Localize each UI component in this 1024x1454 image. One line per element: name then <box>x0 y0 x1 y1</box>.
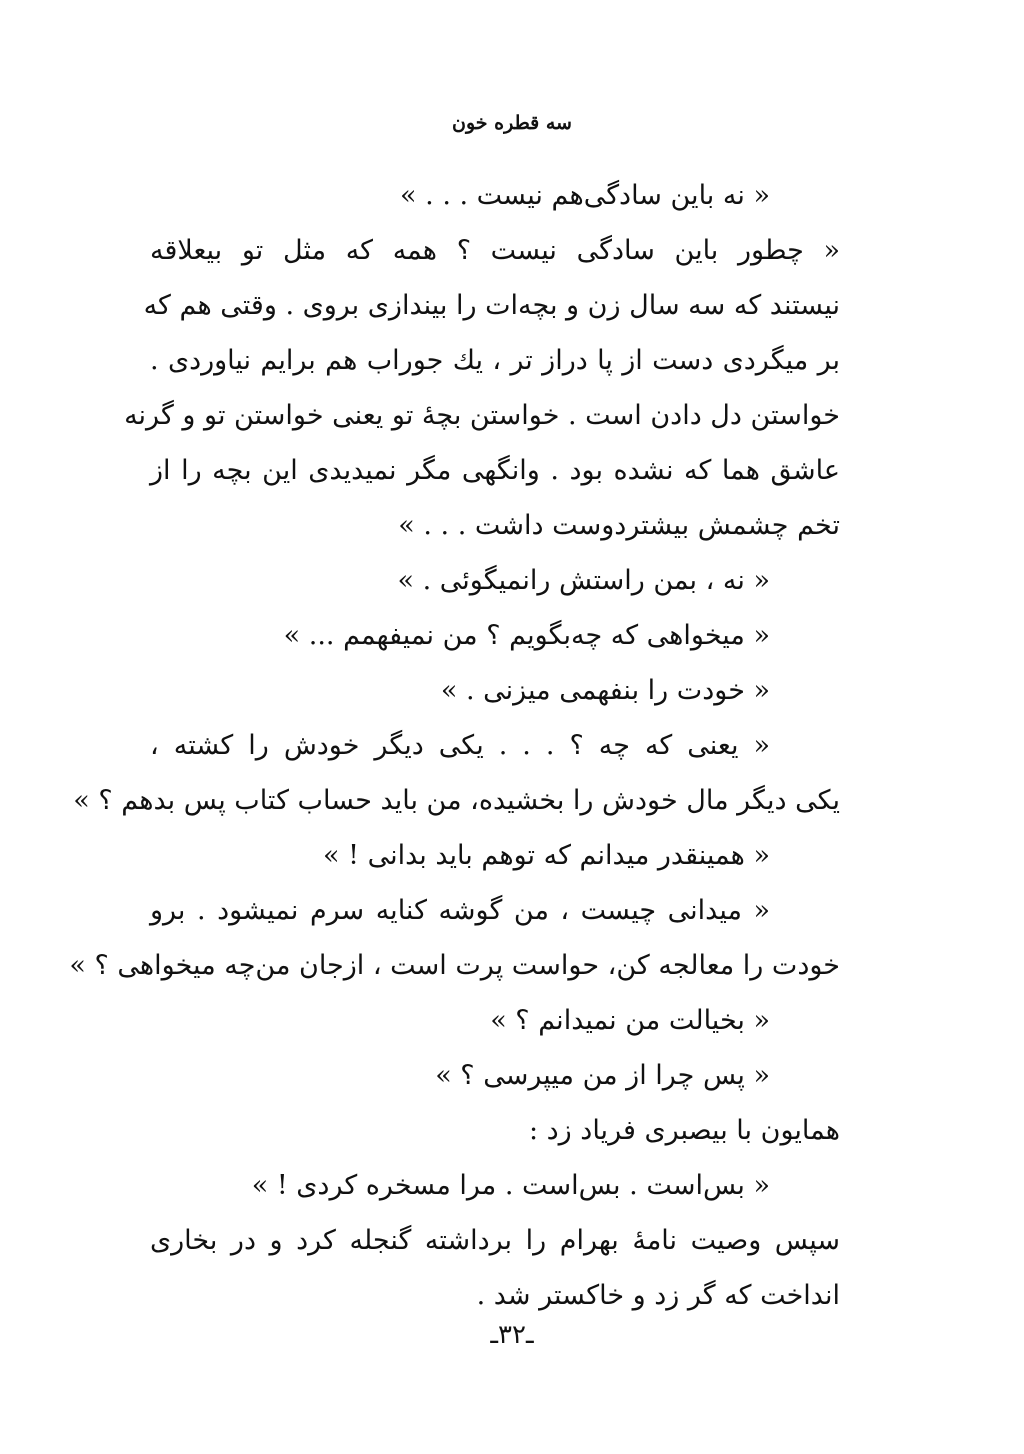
text-line: « همینقدر میدانم که توهم باید بدانی ! » <box>323 840 770 871</box>
text-line: خودت را معالجه کن، حواست پرت است ، ازجان من‌چه میخواهی ؟ » <box>69 950 840 981</box>
text-line: « خودت را بنفهمی میزنی . » <box>440 675 770 706</box>
text-line: « میدانی چیست ، من گوشه کنایه سرم نمیشود . برو <box>150 895 770 926</box>
text-line: عاشق هما که نشده بود . وانگهی مگر نمیدیدی این بچه را از <box>150 455 840 486</box>
text-line: « بخیالت من نمیدانم ؟ » <box>490 1005 770 1036</box>
text-line: « چطور باین سادگی نیست ؟ همه که مثل تو بیعلاقه <box>150 235 840 266</box>
text-line: خواستن دل دادن است . خواستن بچهٔ تو یعنی خواستن تو و گرنه <box>124 400 840 431</box>
text-line: بر میگردی دست از پا دراز تر ، یك جوراب هم برایم نیاوردی . <box>150 345 840 376</box>
text-line: « یعنی که چه ؟ . . . یکی دیگر خودش را کشته ، <box>150 730 770 761</box>
text-line: انداخت که گر زد و خاکستر شد . <box>476 1280 840 1311</box>
text-line: یکی دیگر مال خودش را بخشیده، من باید حساب کتاب پس بدهم ؟ » <box>73 785 840 816</box>
text-line: « بس‌است . بس‌است . مرا مسخره کردی ! » <box>251 1170 770 1201</box>
text-line: « نه باین سادگی‌هم نیست . . . » <box>400 180 770 211</box>
text-line: « پس چرا از من میپرسی ؟ » <box>435 1060 770 1091</box>
running-title: سه قطره خون <box>452 112 572 134</box>
text-line: نیستند که سه سال زن و بچه‌ات را بیندازی بروی . وقتی هم که <box>143 290 840 321</box>
body-text <box>69 168 840 1323</box>
text-line: همایون با بیصبری فریاد زد : <box>528 1115 840 1146</box>
page-number: ـ۳۲ـ <box>490 1320 534 1350</box>
text-line: « نه ، بمن راستش رانمیگوئی . » <box>397 565 770 596</box>
text-line: « میخواهی که چه‌بگویم ؟ من نمیفهمم ... » <box>283 620 770 651</box>
text-line: سپس وصیت نامهٔ بهرام را برداشته گنجله کرد و در بخاری <box>150 1225 840 1256</box>
text-line: تخم چشمش بیشتردوست داشت . . . » <box>398 510 840 541</box>
